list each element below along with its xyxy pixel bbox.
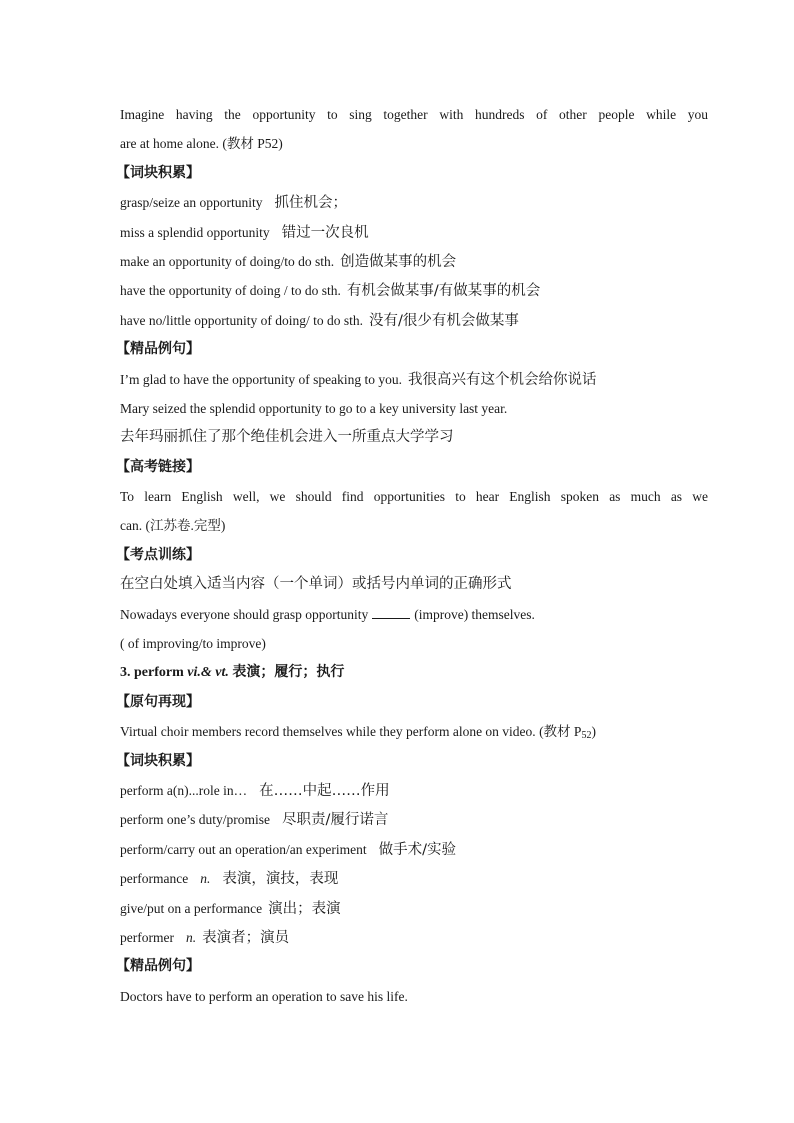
heading-example-sentences: 【精品例句】: [116, 341, 200, 358]
chunk-cn: 没有/很少有机会做某事: [368, 312, 519, 329]
chunk-item: [120, 894, 708, 923]
exercise-question-end: (improve) themselves.: [414, 606, 535, 622]
intro-line-1: Imagine having the opportunity to sing together with hundreds of other people while you: [120, 107, 708, 122]
heading-original-sentence: 【原句再现】: [116, 693, 200, 710]
gaokao-line-2-text: can.: [120, 518, 143, 534]
gaokao-line-1: To learn English well, we should find opportunities to hear English spoken as much as we: [120, 489, 708, 505]
chunk-item: [120, 776, 708, 805]
chunk-en: have the opportunity of doing / to do sth.: [120, 283, 341, 299]
original-textbook-ref: (教材 $P_{52}$): [539, 724, 596, 742]
exercise-question-start: Nowadays everyone should grasp opportunity: [120, 606, 369, 622]
chunk-cn: 抓住机会；: [274, 195, 347, 212]
chunk-item: [120, 276, 708, 305]
original-sentence: [120, 717, 708, 746]
example-sentence-2-en: Mary seized the splendid opportunity to go to a key university last year.: [120, 400, 508, 416]
chunk-en: miss a splendid opportunity: [120, 224, 270, 240]
chunk-item: [120, 805, 708, 834]
chunk-cn: 做手术/实验: [378, 841, 457, 858]
entry-number: 3.: [120, 665, 131, 681]
exercise-blank: [372, 607, 410, 619]
chunk-en: make an opportunity of doing/to do sth.: [120, 253, 335, 269]
example-sentence-1: [120, 365, 708, 394]
entry-part-of-speech: vi.& vt.: [187, 665, 229, 681]
document-content: [116, 100, 708, 1011]
chunk-en: perform/carry out an operation/an experiment: [120, 841, 367, 857]
example-sentence-3: Doctors have to perform an operation to save his life.: [120, 988, 408, 1004]
chunk-item: [120, 864, 708, 893]
chunk-pos: n.: [185, 929, 197, 945]
chunk-cn: 尽职责/履行诺言: [281, 812, 389, 829]
chunk-cn: 有机会做某事/有做某事的机会: [346, 283, 541, 300]
entry-meaning: 表演；履行；执行: [232, 664, 345, 681]
chunk-en: grasp/seize an opportunity: [120, 195, 263, 211]
chunk-cn: 表演，演技，表现: [222, 871, 339, 888]
example-sentence-2-cn: 去年玛丽抓住了那个绝佳机会进入一所重点大学学习: [120, 429, 454, 446]
chunk-cn: 演出；表演: [268, 900, 341, 917]
entry-title: [120, 658, 708, 687]
chunk-cn: 表演者；演员: [202, 929, 290, 946]
heading-example-sentences-2: 【精品例句】: [116, 958, 200, 975]
intro-textbook-ref: (教材 P52): [222, 136, 283, 152]
gaokao-source: (江苏卷.完型): [145, 518, 226, 534]
exercise-question: [120, 600, 708, 629]
chunk-en: have no/little opportunity of doing/ to do sth.: [120, 312, 363, 328]
intro-line-2-text: are at home alone.: [120, 136, 219, 152]
heading-word-chunks: 【词块积累】: [116, 164, 200, 181]
heading-exercise: 【考点训练】: [116, 546, 200, 563]
exercise-answer: ( of improving/to improve): [120, 636, 266, 652]
chunk-item: [120, 188, 708, 217]
chunk-en: performance: [120, 871, 189, 887]
chunk-en: give/put on a performance: [120, 900, 263, 916]
exercise-instruction: 在空白处填入适当内容（一个单词）或括号内单词的正确形式: [120, 576, 512, 593]
chunk-item: [120, 218, 708, 247]
chunk-en: perform a(n)...role in…: [120, 782, 248, 798]
heading-gaokao-link: 【高考链接】: [116, 458, 200, 475]
original-sentence-en: Virtual choir members record themselves while they perform alone on video.: [120, 724, 536, 740]
chunk-item: [120, 923, 708, 952]
chunk-en: perform one’s duty/promise: [120, 812, 270, 828]
chunk-cn: 创造做某事的机会: [340, 253, 457, 270]
chunk-en: performer: [120, 929, 174, 945]
chunk-pos: n.: [200, 871, 211, 887]
chunk-item: [120, 247, 708, 276]
chunk-cn: 在……中起……作用: [259, 782, 390, 799]
entry-word: perform: [134, 665, 184, 681]
chunk-item: [120, 306, 708, 335]
gaokao-line-2: [120, 511, 708, 540]
heading-word-chunks-2: 【词块积累】: [116, 752, 200, 769]
example-en: I’m glad to have the opportunity of speaking to you.: [120, 371, 402, 387]
intro-line-2: [120, 129, 708, 158]
chunk-item: [120, 835, 708, 864]
example-cn: 我很高兴有这个机会给你说话: [407, 371, 597, 388]
chunk-cn: 错过一次良机: [281, 224, 369, 241]
